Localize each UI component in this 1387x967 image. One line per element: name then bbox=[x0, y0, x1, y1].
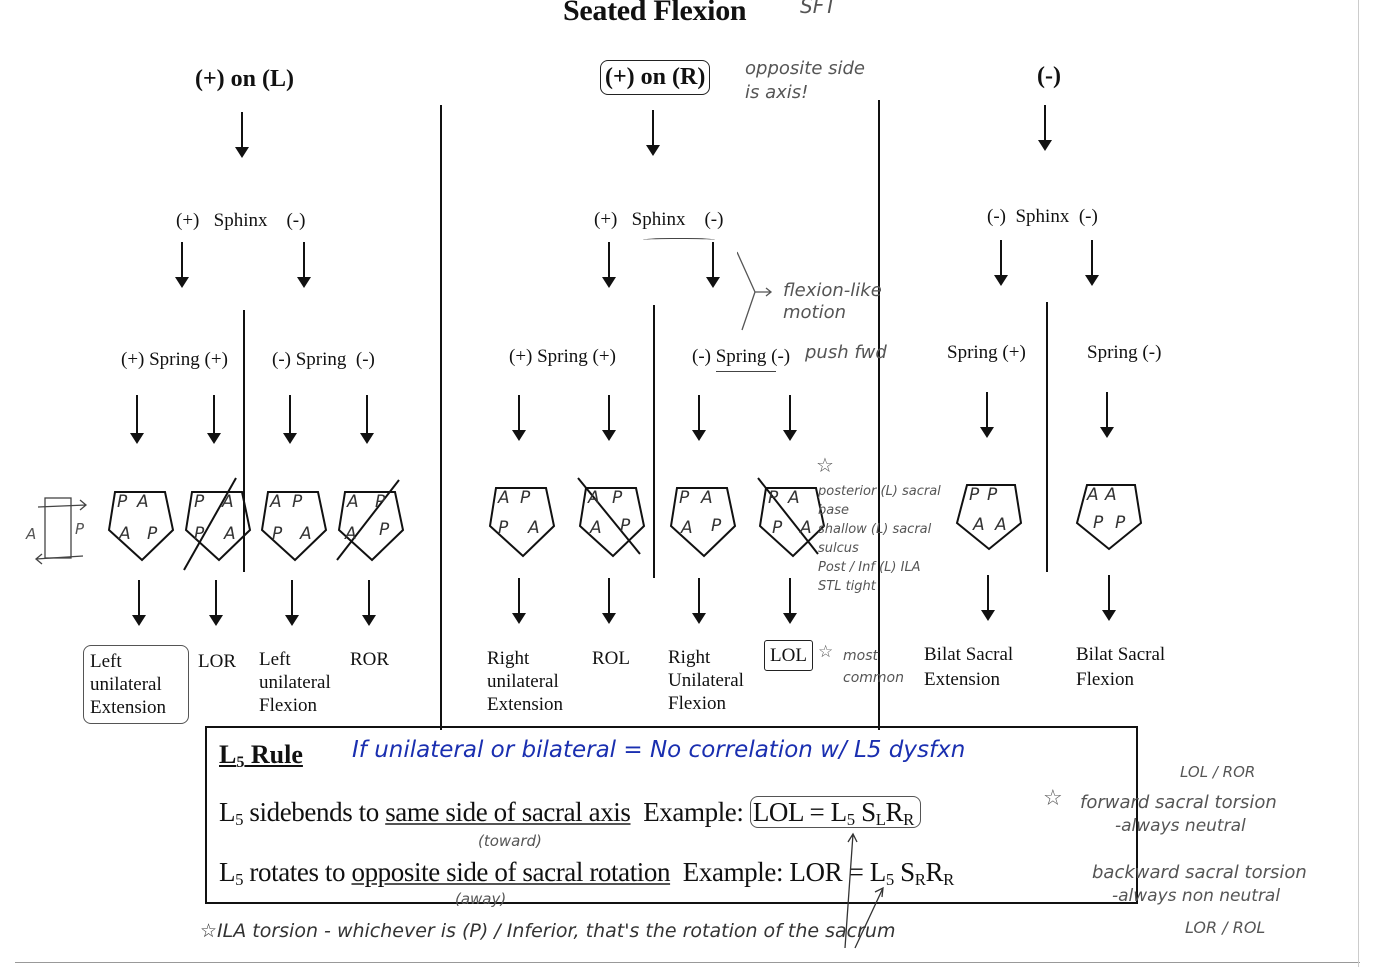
arrow-down-icon bbox=[213, 395, 215, 435]
l5-rule-line-1: $L_5$ sidebends to same side of sacral axis Example: LOL = $L_5$ $S_LR_R$ bbox=[219, 797, 921, 830]
note-push-fwd: push fwd bbox=[805, 342, 887, 363]
star-icon: ☆ bbox=[1043, 786, 1063, 811]
handwritten-bracket bbox=[643, 238, 715, 243]
sacrum-pentagon-crossed-icon: A P A P bbox=[578, 486, 650, 558]
result-bilat-sacral-flexion: Bilat Sacral Flexion bbox=[1076, 644, 1166, 690]
note-ila-torsion: ☆ILA torsion - whichever is (P) / Inferior, that's the rotation of the sacrum bbox=[200, 920, 896, 942]
note-lol-ror: LOL / ROR bbox=[1180, 763, 1256, 781]
note-lor-rol: LOR / ROL bbox=[1185, 918, 1266, 937]
arrow-down-icon bbox=[1108, 575, 1110, 612]
note-always-neutral: -always neutral bbox=[1115, 816, 1246, 836]
sub-divider-col3 bbox=[1046, 302, 1048, 572]
page-title: Seated Flexion bbox=[563, 0, 747, 27]
star-icon: ☆ bbox=[818, 642, 834, 662]
page-edge-right bbox=[1358, 0, 1359, 967]
star-notes: posterior (L) sacral base shallow (L) sacral sulcus Post / Inf (L) ILA STL tight bbox=[818, 484, 941, 594]
arrow-down-icon bbox=[789, 395, 791, 432]
arrow-down-icon bbox=[366, 395, 368, 435]
arrow-down-icon bbox=[368, 580, 370, 617]
arrow-down-icon bbox=[1106, 392, 1108, 429]
note-forward-torsion: forward sacral torsion bbox=[1080, 792, 1277, 813]
note-backward-torsion: backward sacral torsion bbox=[1092, 862, 1307, 883]
sacrum-pentagon-icon: A A P P bbox=[1077, 483, 1149, 555]
spring-label: Spring (-) bbox=[1087, 342, 1162, 363]
arrow-down-icon bbox=[289, 395, 291, 435]
arrow-down-icon bbox=[608, 242, 610, 279]
arrow-down-icon bbox=[789, 578, 791, 615]
sacrum-pentagon-icon: P P A A bbox=[957, 483, 1029, 555]
result-ror: ROR bbox=[350, 649, 390, 670]
sacrum-pentagon-icon: P A A P bbox=[107, 490, 179, 562]
arrow-down-icon bbox=[303, 242, 305, 279]
note-flexion-like: flexion-like motion bbox=[783, 280, 882, 323]
l5-blue-note: If unilateral or bilateral = No correlation w/ L5 dysfxn bbox=[352, 737, 966, 763]
sacrum-pentagon-icon: A P P A bbox=[260, 490, 332, 562]
arrow-down-icon bbox=[1091, 240, 1093, 277]
arrow-down-icon bbox=[241, 112, 243, 149]
result-rol: ROL bbox=[592, 648, 630, 669]
sphinx-row-col3: (-) Sphinx (-) bbox=[987, 206, 1098, 227]
arrow-down-icon bbox=[608, 395, 610, 432]
result-right-unilateral-extension: Right unilateral Extension bbox=[487, 648, 563, 715]
sphinx-row-col2: (+) Sphinx (-) bbox=[594, 209, 724, 230]
arrow-down-icon bbox=[987, 575, 989, 612]
arrow-down-icon bbox=[1000, 240, 1002, 277]
arrow-down-icon bbox=[181, 242, 183, 279]
column-header-plus-left: (+) on (L) bbox=[195, 66, 294, 92]
spring-label: (+) Spring (+) bbox=[509, 346, 616, 367]
sub-divider-col2 bbox=[653, 305, 655, 578]
sacrum-pentagon-icon: A P P A bbox=[488, 486, 560, 558]
column-header-negative: (-) bbox=[1037, 63, 1061, 89]
arrow-down-icon bbox=[136, 395, 138, 435]
axis-label-p: P bbox=[75, 520, 85, 538]
result-lor: LOR bbox=[198, 651, 236, 672]
column-header-plus-right: (+) on (R) bbox=[600, 60, 710, 95]
spring-label: Spring (+) bbox=[947, 342, 1026, 363]
note-always-non-neutral: -always non neutral bbox=[1112, 886, 1281, 906]
result-right-unilateral-flexion: Right Unilateral Flexion bbox=[668, 647, 744, 714]
sacrum-pentagon-icon: P A A P bbox=[669, 486, 741, 558]
arrow-down-icon bbox=[608, 578, 610, 615]
note-toward: (toward) bbox=[478, 832, 542, 850]
note-away: (away) bbox=[455, 890, 507, 908]
arrow-down-icon bbox=[712, 242, 714, 279]
l5-rule-line-2: $L_5$ rotates to opposite side of sacral rotation Example: LOR = $L_5$ $S_RR_R$ bbox=[219, 857, 954, 890]
result-lol: LOL bbox=[764, 640, 813, 671]
axis-label-a: A bbox=[26, 525, 37, 543]
arrow-down-icon bbox=[291, 580, 293, 617]
arrow-down-icon bbox=[518, 395, 520, 432]
note-most-common: most common bbox=[843, 648, 904, 686]
sacrum-pentagon-crossed-icon: A P A P bbox=[337, 490, 409, 562]
arrow-down-icon bbox=[986, 392, 988, 429]
arrow-down-icon bbox=[1044, 105, 1046, 142]
arrow-down-icon bbox=[698, 395, 700, 432]
result-left-unilateral-flexion: Left unilateral Flexion bbox=[259, 649, 331, 716]
column-divider-1 bbox=[440, 105, 442, 730]
note-opposite-side: opposite side is axis! bbox=[745, 58, 865, 103]
brace-icon bbox=[737, 250, 777, 332]
result-left-unilateral-extension: Left unilateral Extension bbox=[83, 645, 189, 724]
arrow-down-icon bbox=[215, 580, 217, 617]
l5-rule-title: $L_5$ Rule bbox=[219, 740, 303, 772]
arrow-down-icon bbox=[138, 580, 140, 617]
result-bilat-sacral-extension: Bilat Sacral Extension bbox=[924, 644, 1014, 690]
star-icon: ☆ bbox=[816, 453, 834, 477]
spring-label: (-) Spring (-) bbox=[692, 346, 791, 367]
arrow-down-icon bbox=[518, 578, 520, 615]
star-icon: ☆ bbox=[200, 920, 218, 942]
title-note: SFT bbox=[800, 0, 837, 18]
column-divider-2 bbox=[878, 100, 880, 730]
sacrum-pentagon-crossed-icon: P A P A bbox=[184, 490, 256, 562]
sphinx-row-col1: (+) Sphinx (-) bbox=[176, 210, 306, 231]
page-edge bbox=[15, 962, 1360, 963]
handwritten-underline bbox=[716, 371, 776, 372]
spring-label: (+) Spring (+) bbox=[121, 349, 228, 370]
sacrum-pentagon-crossed-icon: P A P A bbox=[758, 486, 830, 558]
spring-label: (-) Spring (-) bbox=[272, 349, 375, 370]
arrow-down-icon bbox=[698, 578, 700, 615]
arrow-down-icon bbox=[652, 110, 654, 147]
